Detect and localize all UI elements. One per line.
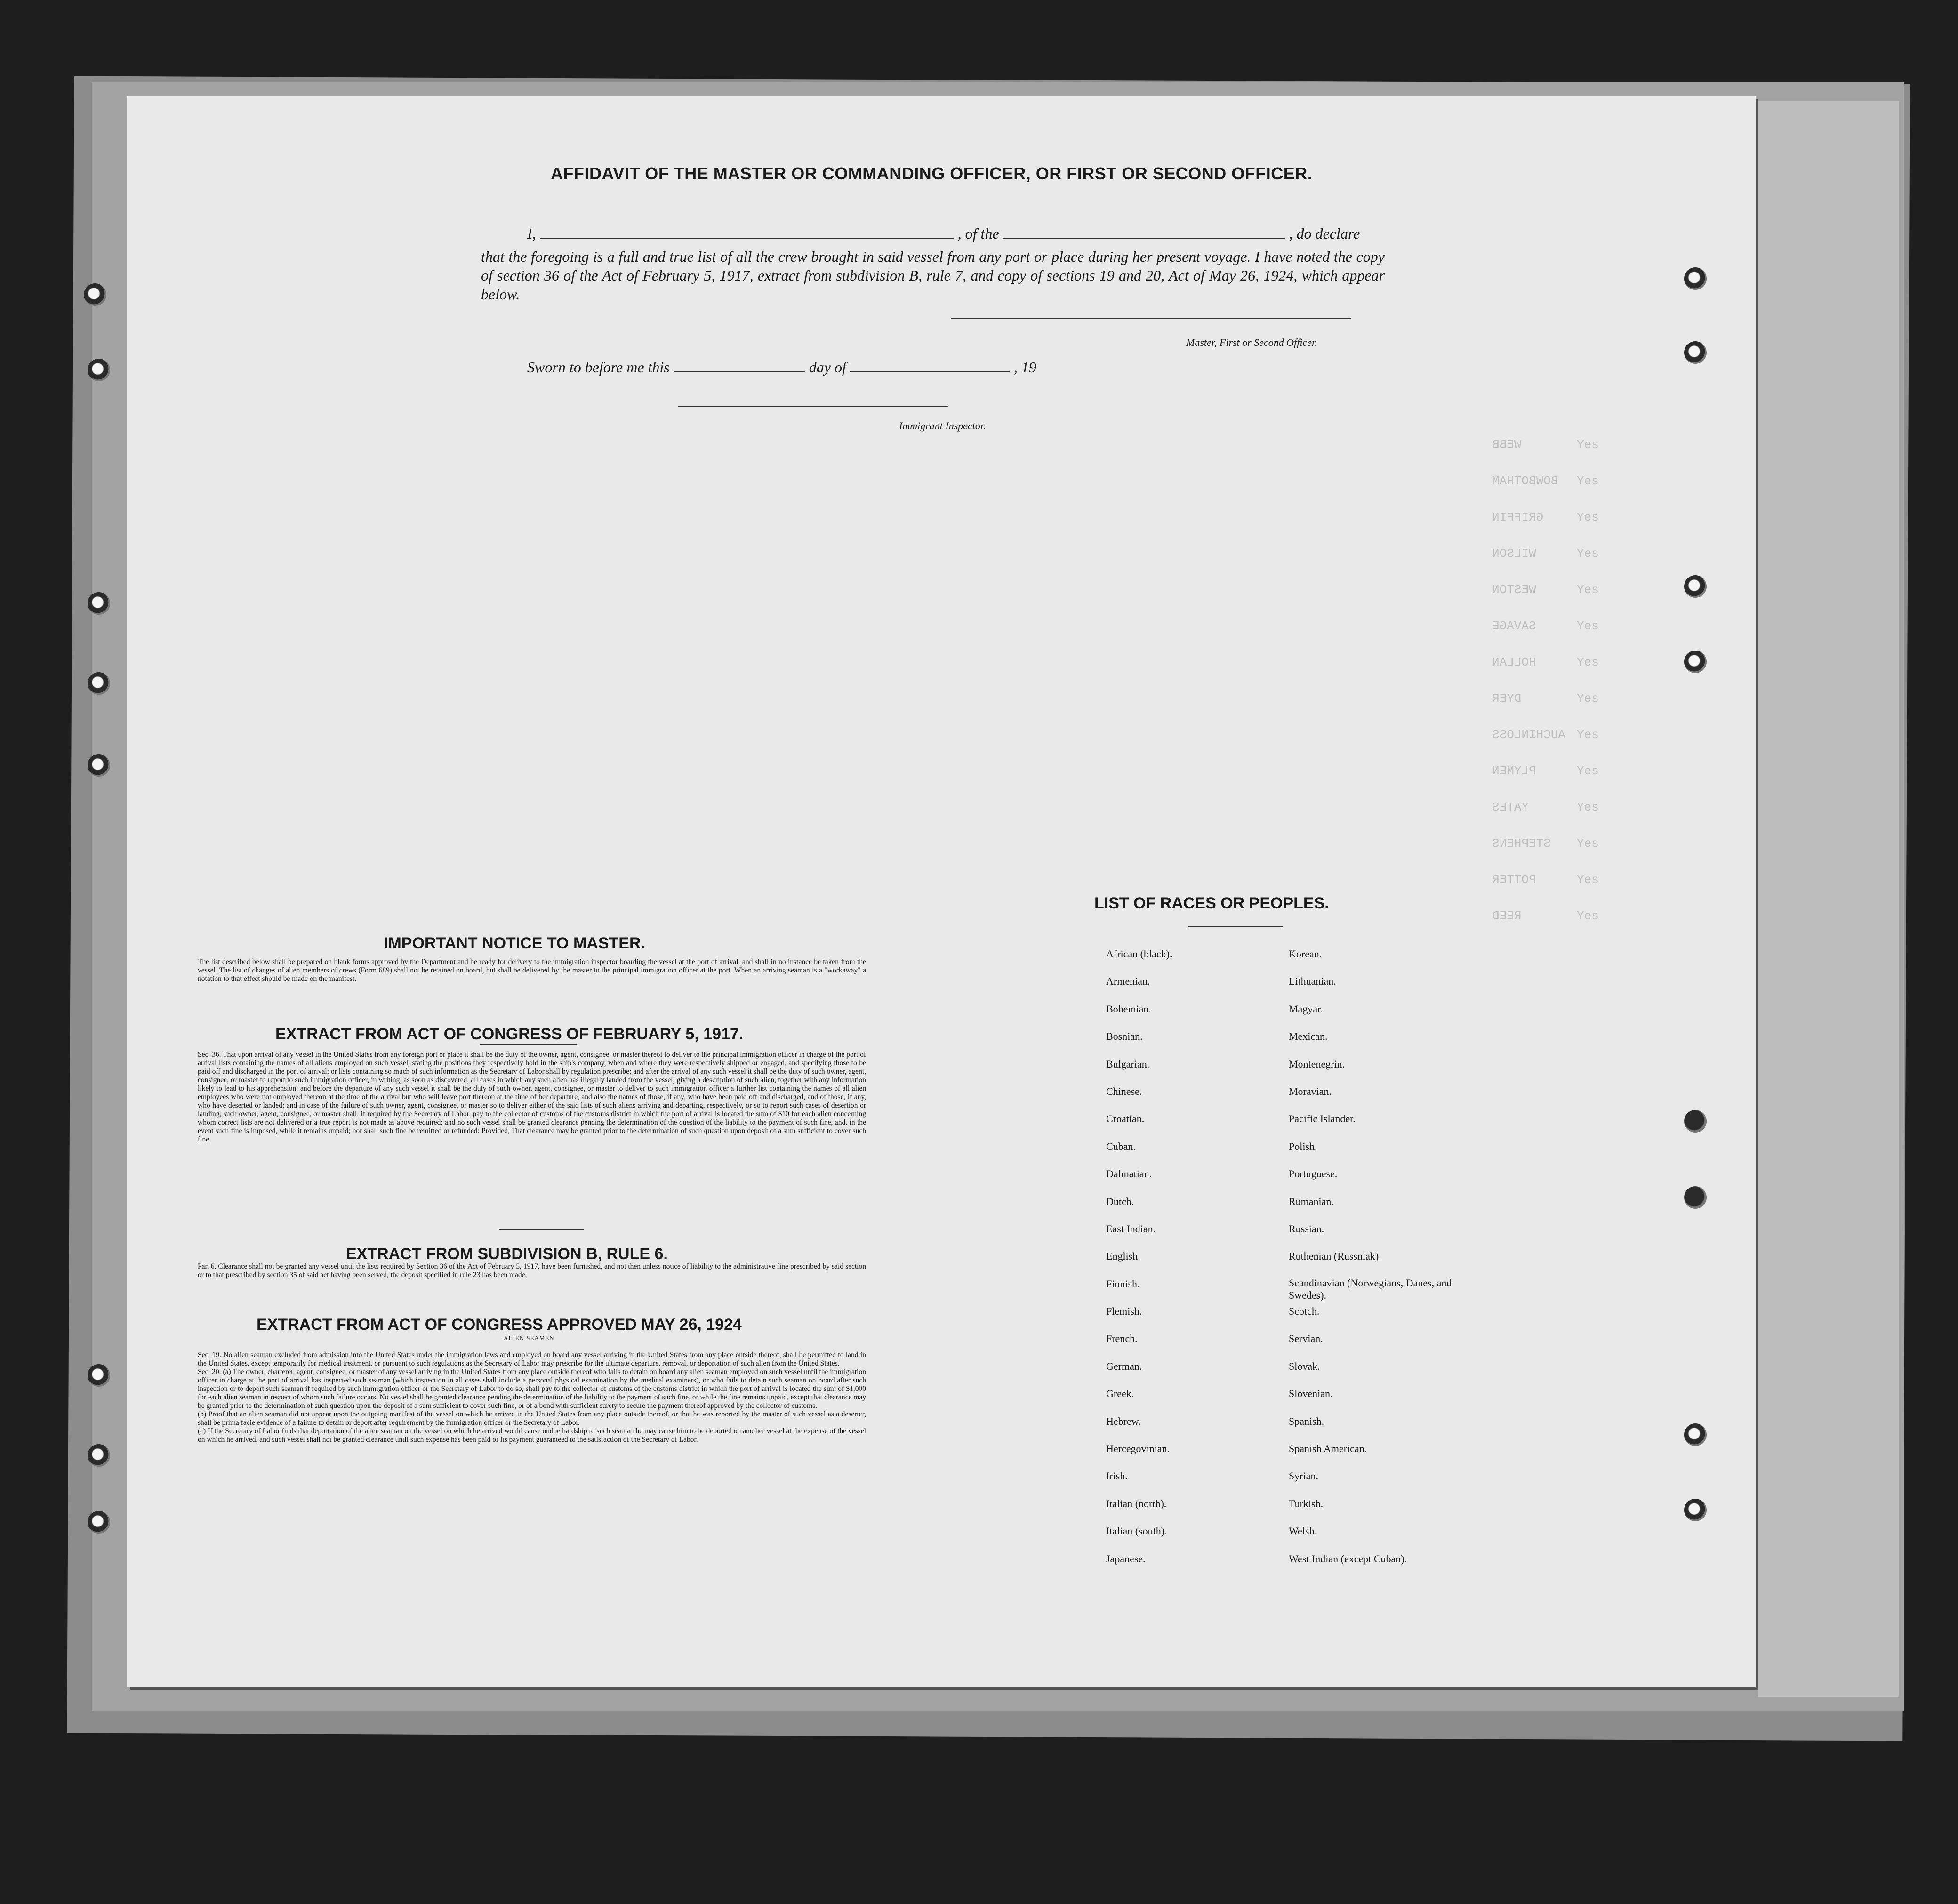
ghost-row: [282, 728, 1694, 747]
races-left-column: [1106, 947, 1276, 1579]
divider: [1188, 926, 1283, 927]
race-item: Ruthenian (Russniak).: [1289, 1250, 1381, 1262]
race-item: Slovak.: [1289, 1360, 1320, 1372]
race-item: Dalmatian.: [1106, 1168, 1152, 1180]
ghost-name: BOWBOTHAM: [1492, 474, 1558, 488]
document-page: [127, 96, 1756, 1687]
extract-1917-text: Sec. 36. That upon arrival of any vessel in the United States from any foreign port or place it shall be the duty of the owner, agent, consignee, or master thereof to deliver to the principal immigration officer in charge of the port of arrival lists containing the names of all aliens employed on such vessel, stating the positions they respectively hold in the ship's company, when and where they were respectively shipped or engaged, and specifying those to be paid off and discharged in the port of arrival; or lists containing so much of such information as the Secretary of Labor shall by regulation prescribe; and after the arrival of any such vessel it shall be the duty of such owner, agent, consignee, or master to report to such immigration officer, in writing, as soon as discovered, all cases in which any such alien has illegally landed from the vessel, giving a description of such alien, together with any information likely to lead to his apprehension; and before the departure of any such vessel it shall be the duty of such owner, agent, consignee, or master to deliver to such immigration officer a further list containing the names of all alien employees who were not employed thereon at the time of the arrival but who will leave port thereon at the time of her departure, and also the names of those, if any, who have been paid off and discharged, and of those, if any, who have deserted or landed; and in case of the failure of such owner, agent, consignee, or master so to deliver either of the said lists of such aliens arriving and departing, respectively, or so to report such cases of desertion or landing, such owner, agent, consignee, or master shall, if required by the Secretary of Labor, pay to the collector of customs of the customs district in which the port of arrival is located the sum of $10 for each alien concerning whom correct lists are not delivered or a true report is not made as above required; and no such vessel shall be granted clearance pending the determination of the question of the liability to the payment of such fine, and, in the event such fine is imposed, while it remains unpaid; nor shall such fine be remitted or refunded: Provided, That clearance may be granted prior to the determination of such question upon deposit of a sum sufficient to cover such fine.: [198, 1051, 866, 1143]
punch-hole: [1684, 267, 1707, 290]
race-item: Hebrew.: [1106, 1415, 1141, 1427]
ghost-name: WESTON: [1492, 583, 1536, 597]
punch-hole: [88, 672, 110, 695]
ghost-yes: Yes: [1577, 836, 1599, 851]
ghost-name: REED: [1492, 909, 1522, 923]
affidavit-line1: [527, 225, 1360, 242]
race-item: Lithuanian.: [1289, 975, 1336, 988]
race-item: Slovenian.: [1289, 1388, 1333, 1400]
race-item: Turkish.: [1289, 1497, 1324, 1510]
ghost-name: GRIFFIN: [1492, 510, 1544, 524]
punch-hole: [88, 1444, 110, 1467]
race-item: Scotch.: [1289, 1305, 1320, 1318]
text-of-the: , of the: [957, 225, 999, 242]
ghost-row: [282, 873, 1694, 892]
race-item: Hercegovinian.: [1106, 1443, 1170, 1455]
month-blank: [850, 371, 1010, 372]
ghost-yes: Yes: [1577, 510, 1599, 524]
ghost-name: AUCHINLOSS: [1492, 728, 1566, 742]
ghost-name: POTTER: [1492, 873, 1536, 887]
vessel-blank: [1003, 238, 1285, 239]
race-item: Bulgarian.: [1106, 1058, 1150, 1070]
extract-rule6-text: Par. 6. Clearance shall not be granted any vessel until the lists required by Section 36 of the Act of February 5, 1917, have been furnished, and not then unless notice of liability to the administrative fine prescribed by said section or to that prescribed by section 35 of said act having been served, the deposit specified in rule 23 has been made.: [198, 1262, 866, 1279]
race-item: English.: [1106, 1250, 1140, 1262]
extract-1924-subtitle: ALIEN SEAMEN: [504, 1334, 554, 1342]
affidavit-paragraph: that the foregoing is a full and true list of all the crew brought in said vessel from any port or place during her present voyage. I have noted the copy of section 36 of the Act of February 5, 1917, extract from subdivision B, rule 7, and copy of sections 19 and 20, Act of May 26, 1924, which appear below.: [481, 248, 1385, 303]
race-item: Armenian.: [1106, 975, 1150, 988]
race-item: Chinese.: [1106, 1085, 1142, 1097]
punch-hole: [1684, 1110, 1707, 1133]
punch-hole: [1684, 575, 1707, 598]
punch-hole: [1684, 1186, 1707, 1209]
races-right-column: [1289, 947, 1468, 1579]
race-item: Italian (north).: [1106, 1497, 1167, 1510]
ghost-row: [282, 691, 1694, 710]
race-item: German.: [1106, 1360, 1142, 1372]
text-do-declare: , do declare: [1289, 225, 1360, 242]
ghost-yes: Yes: [1577, 438, 1599, 452]
ghost-name: DYER: [1492, 691, 1522, 706]
notice-text: The list described below shall be prepared on blank forms approved by the Department and be ready for delivery to the immigration inspector boarding the vessel at the port of arrival, and shall in no instance be taken from the vessel. The list of changes of alien members of crews (Form 689) shall not be retained on board, but shall be delivered by the master to the principal immigration officer at the port. When an arriving seaman is a "workaway" a notation to that effect should be made on the manifest.: [198, 958, 866, 983]
race-item: Welsh.: [1289, 1525, 1317, 1537]
ghost-row: [282, 909, 1694, 928]
ghost-yes: Yes: [1577, 764, 1599, 778]
ghost-yes: Yes: [1577, 655, 1599, 669]
race-item: Pacific Islander.: [1289, 1113, 1356, 1125]
race-item: Syrian.: [1289, 1470, 1318, 1482]
ghost-yes: Yes: [1577, 583, 1599, 597]
extract-1924-text: Sec. 19. No alien seaman excluded from admission into the United States under the immigration laws and employed on board any vessel arriving in the United States from any place outside thereof, shall be permitted to land in the United States, except temporarily for medical treatment, or pursuant to such regulations as the Secretary of Labor may prescribe for the ultimate departure, removal, or deportation of such alien from the United States. Sec. 20. (a) The owner, charterer, agent, consignee, or master of any vessel arriving in the United States from any place outside thereof who fails to detain on board any alien seaman employed on such vessel until the immigration officer in charge at the port of arrival has inspected such seaman (which inspection in all cases shall include a personal physical examination by the medical examiners), or who fails to detain such seaman on board after such inspection or to deport such seaman if required by such immigration officer or the Secretary of Labor to do so, shall pay to the collector of customs of the customs district in which the port of arrival is located the sum of $1,000 for each alien seaman in respect of whom such failure occurs. No vessel shall be granted clearance pending the determination of the liability to the payment of such fine, or while the fine remains unpaid, except that clearance may be granted prior to the determination of such question upon the deposit of a sum sufficient to cover such fine, or of a bond with sufficient surety to secure the payment thereof approved by the collector of customs. (b) Proof that an alien seaman did not appear upon the outgoing manifest of the vessel on which he arrived in the United States from any place outside thereof, or that he was reported by the master of such vessel as a deserter, shall be prima facie evidence of a failure to detain or deport after requirement by the immigration officer or the Secretary of Labor. (c) If the Secretary of Labor finds that deportation of the alien seaman on the vessel on which he arrived would cause undue hardship to such seaman he may cause him to be deported on another vessel at the expense of the vessel on which he arrived, and such vessel shall not be granted clearance until such expense has been paid or its payment guaranteed to the satisfaction of the Secretary of Labor.: [198, 1351, 866, 1444]
affidavit-title: AFFIDAVIT OF THE MASTER OR COMMANDING OFFICER, OR FIRST OR SECOND OFFICER.: [551, 164, 1313, 183]
punch-hole: [1684, 1423, 1707, 1446]
ghost-row: [282, 655, 1694, 674]
extract-1924-title: EXTRACT FROM ACT OF CONGRESS APPROVED MAY 26, 1924: [257, 1316, 742, 1334]
race-item: Bosnian.: [1106, 1030, 1143, 1043]
ghost-yes: Yes: [1577, 800, 1599, 814]
race-item: Italian (south).: [1106, 1525, 1167, 1537]
ghost-row: [282, 836, 1694, 855]
punch-hole: [88, 1364, 110, 1387]
race-item: Russian.: [1289, 1222, 1324, 1235]
race-item: Spanish American.: [1289, 1443, 1367, 1455]
races-title: LIST OF RACES OR PEOPLES.: [1094, 894, 1329, 912]
race-item: Scandinavian (Norwegians, Danes, and Swedes).: [1289, 1277, 1452, 1301]
race-item: Greek.: [1106, 1388, 1134, 1400]
ghost-row: [282, 510, 1694, 529]
divider: [499, 1229, 584, 1230]
race-item: Moravian.: [1289, 1085, 1332, 1097]
race-item: East Indian.: [1106, 1222, 1156, 1235]
day-blank: [674, 371, 805, 372]
ghost-name: WEBB: [1492, 438, 1522, 452]
race-item: Rumanian.: [1289, 1195, 1334, 1207]
race-item: Bohemian.: [1106, 1003, 1151, 1015]
ghost-row: [282, 474, 1694, 493]
ghost-row: [282, 764, 1694, 783]
punch-hole: [1684, 651, 1707, 673]
race-item: Croatian.: [1106, 1113, 1145, 1125]
race-item: Servian.: [1289, 1333, 1323, 1345]
punch-hole: [88, 359, 110, 381]
ghost-row: [282, 546, 1694, 565]
ghost-row: [282, 800, 1694, 819]
ghost-yes: Yes: [1577, 873, 1599, 887]
master-label: Master, First or Second Officer.: [1186, 337, 1317, 348]
race-item: Magyar.: [1289, 1003, 1323, 1015]
race-item: Portuguese.: [1289, 1168, 1338, 1180]
race-item: Dutch.: [1106, 1195, 1134, 1207]
extract-rule6-title: EXTRACT FROM SUBDIVISION B, RULE 6.: [346, 1245, 668, 1263]
ghost-yes: Yes: [1577, 691, 1599, 706]
race-item: Montenegrin.: [1289, 1058, 1345, 1070]
ghost-row: [282, 619, 1694, 638]
ghost-yes: Yes: [1577, 909, 1599, 923]
ghost-yes: Yes: [1577, 474, 1599, 488]
punch-hole: [88, 592, 110, 615]
race-item: Japanese.: [1106, 1552, 1146, 1565]
ghost-name: YATES: [1492, 800, 1529, 814]
text-i: I,: [527, 225, 536, 242]
text-day-of: day of: [809, 359, 846, 376]
ghost-yes: Yes: [1577, 546, 1599, 561]
race-item: Spanish.: [1289, 1415, 1324, 1427]
race-item: Polish.: [1289, 1140, 1317, 1152]
punch-hole: [88, 754, 110, 777]
ghost-name: HOLLAN: [1492, 655, 1536, 669]
race-item: French.: [1106, 1333, 1138, 1345]
ghost-name: STEPHENS: [1492, 836, 1551, 851]
race-item: Mexican.: [1289, 1030, 1328, 1043]
punch-hole: [84, 283, 106, 306]
master-signature-line: [951, 318, 1351, 319]
race-item: Finnish.: [1106, 1277, 1140, 1290]
punch-hole: [1684, 341, 1707, 364]
ghost-row: [282, 438, 1694, 457]
punch-hole: [88, 1511, 110, 1534]
ghost-name: WILSON: [1492, 546, 1536, 561]
ghost-yes: Yes: [1577, 619, 1599, 633]
ghost-name: SAVAGE: [1492, 619, 1536, 633]
race-item: West Indian (except Cuban).: [1289, 1552, 1407, 1565]
underlying-crew-list-edge: [1758, 101, 1899, 1697]
sworn-prefix: Sworn to before me this: [527, 359, 670, 376]
punch-hole: [1684, 1499, 1707, 1521]
race-item: African (black).: [1106, 948, 1172, 960]
inspector-label: Immigrant Inspector.: [899, 420, 986, 432]
inspector-signature-line: [678, 406, 948, 407]
race-item: Korean.: [1289, 948, 1322, 960]
ghost-row: [282, 583, 1694, 602]
notice-title: IMPORTANT NOTICE TO MASTER.: [384, 934, 645, 952]
name-blank: [540, 238, 954, 239]
ghost-name: PLYMEN: [1492, 764, 1536, 778]
race-item: Irish.: [1106, 1470, 1128, 1482]
sworn-line: [527, 359, 1036, 376]
divider: [480, 1044, 577, 1045]
race-item: Cuban.: [1106, 1140, 1136, 1152]
extract-1917-title: EXTRACT FROM ACT OF CONGRESS OF FEBRUARY 5, 1917.: [275, 1025, 744, 1043]
race-item: Flemish.: [1106, 1305, 1142, 1318]
text-year: , 19: [1013, 359, 1036, 376]
ghost-yes: Yes: [1577, 728, 1599, 742]
